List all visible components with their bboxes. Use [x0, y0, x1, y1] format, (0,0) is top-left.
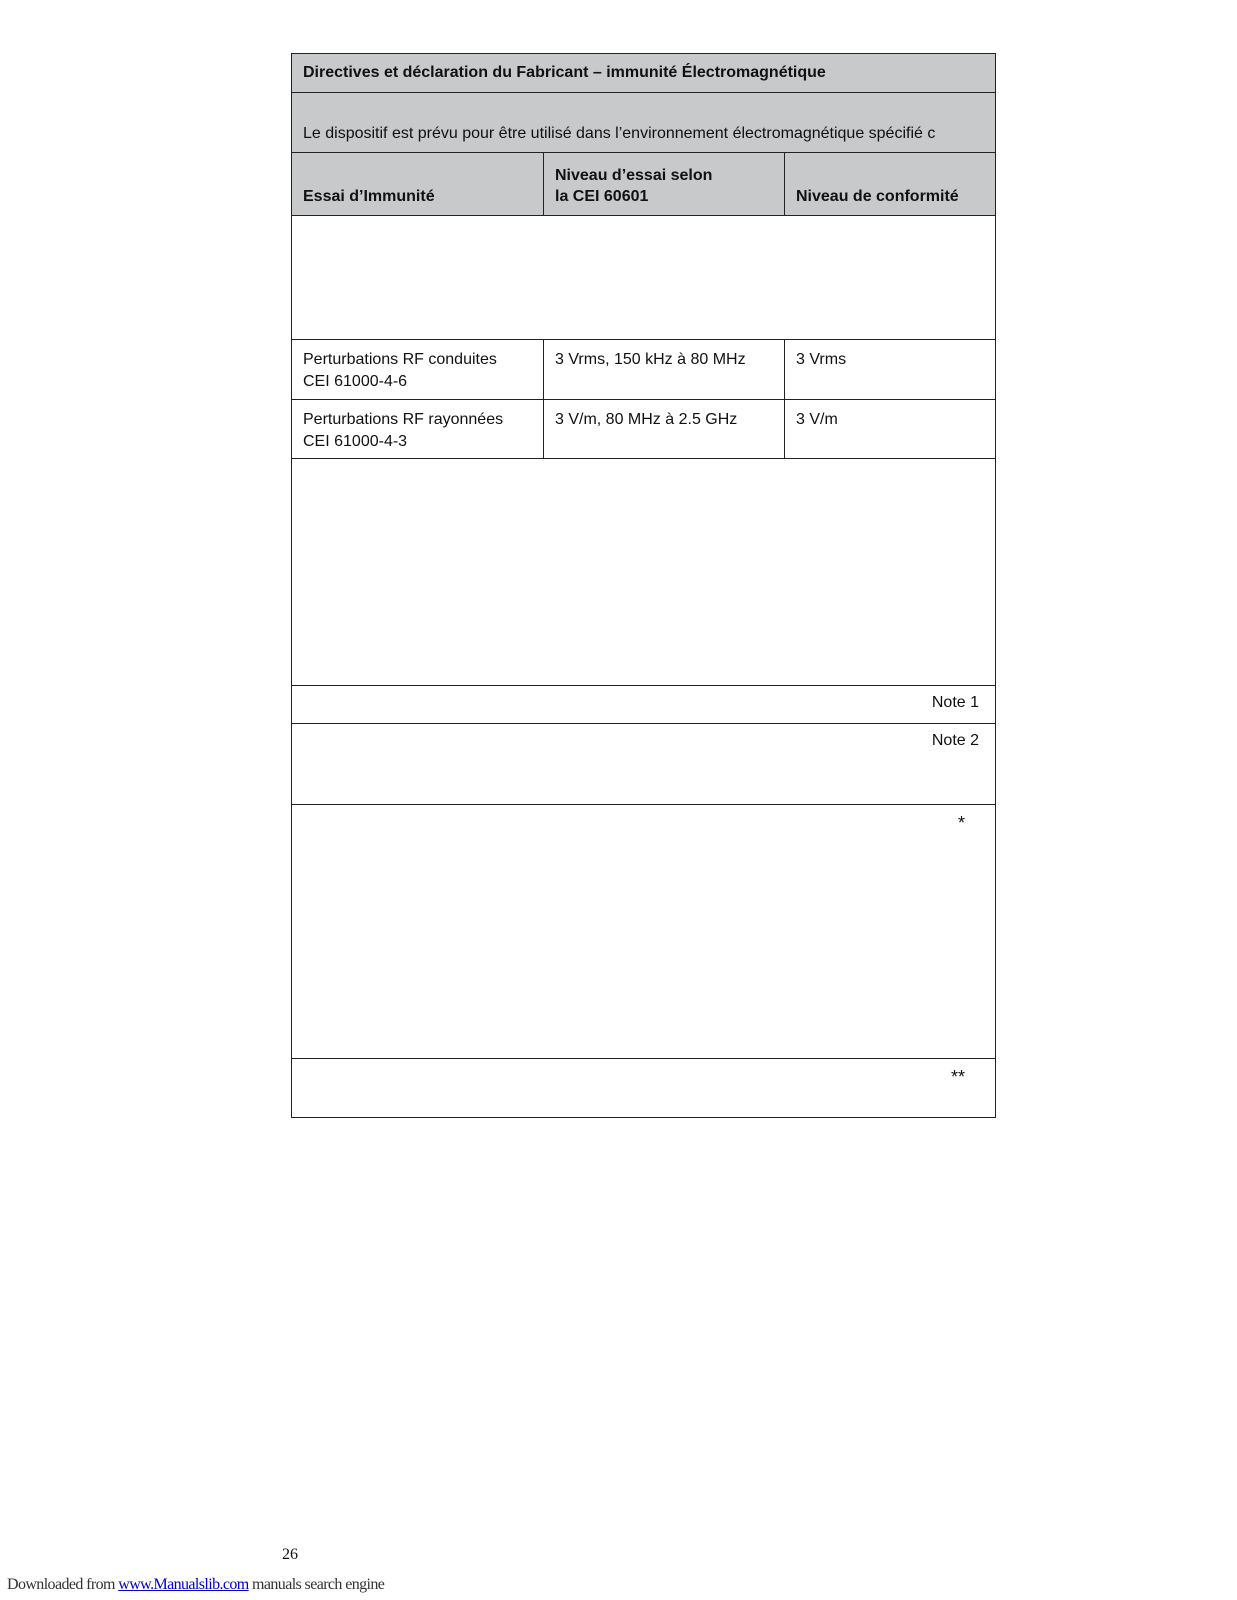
manualslib-link[interactable]: www.Manualslib.com — [118, 1576, 249, 1593]
header-col1-text: Essai d’Immunité — [303, 188, 435, 205]
table-intro — [292, 93, 996, 153]
header-compliance-level — [785, 153, 995, 215]
cell-compliance: 3 V/m — [796, 411, 838, 428]
footnote-double-star: ** — [950, 1067, 965, 1087]
footnote-star-row — [292, 805, 996, 1059]
cell-test — [292, 340, 544, 399]
table-title: Directives et déclaration du Fabricant – immunité Électromagnétique — [292, 54, 996, 93]
footnote-star: * — [957, 813, 965, 833]
download-footer — [7, 1576, 384, 1594]
table-row-blank — [292, 216, 996, 340]
footer-prefix: Downloaded from — [7, 1576, 119, 1593]
header-col3-text: Niveau de conformité — [796, 188, 959, 205]
cell-compliance: 3 Vrms — [796, 351, 847, 368]
intro-line-1: Le dispositif est prévu pour être utilisé dans l’environnement électromagnétique spécifié c — [303, 125, 936, 142]
header-col2-line2: la CEI 60601 — [555, 188, 649, 205]
note-1-row — [292, 686, 996, 724]
footnote-double-star-row — [292, 1059, 996, 1118]
note-2-label: Note 2 — [931, 732, 979, 749]
cell-test-line2: CEI 61000-4-3 — [303, 433, 408, 450]
table-row — [292, 340, 996, 400]
note-1-label: Note 1 — [931, 694, 979, 711]
cell-test-line2: CEI 61000-4-6 — [303, 373, 408, 390]
page-number: 26 — [282, 1546, 298, 1563]
table-row-blank — [292, 459, 996, 686]
header-immunity-test — [292, 153, 544, 215]
cell-test-line1: Perturbations RF rayonnées — [303, 411, 504, 428]
note-2-row — [292, 724, 996, 805]
cell-level: 3 V/m, 80 MHz à 2.5 GHz — [544, 400, 785, 458]
cell-test — [292, 400, 544, 458]
cell-test-line1: Perturbations RF conduites — [303, 351, 497, 368]
cell-level: 3 Vrms, 150 kHz à 80 MHz — [544, 340, 785, 399]
header-test-level — [544, 153, 785, 215]
emc-immunity-table — [291, 53, 996, 1118]
table-row — [292, 400, 996, 459]
footer-suffix: manuals search engine — [248, 1576, 385, 1593]
table-header-row — [292, 153, 996, 216]
header-col2-line1: Niveau d’essai selon — [555, 167, 713, 184]
